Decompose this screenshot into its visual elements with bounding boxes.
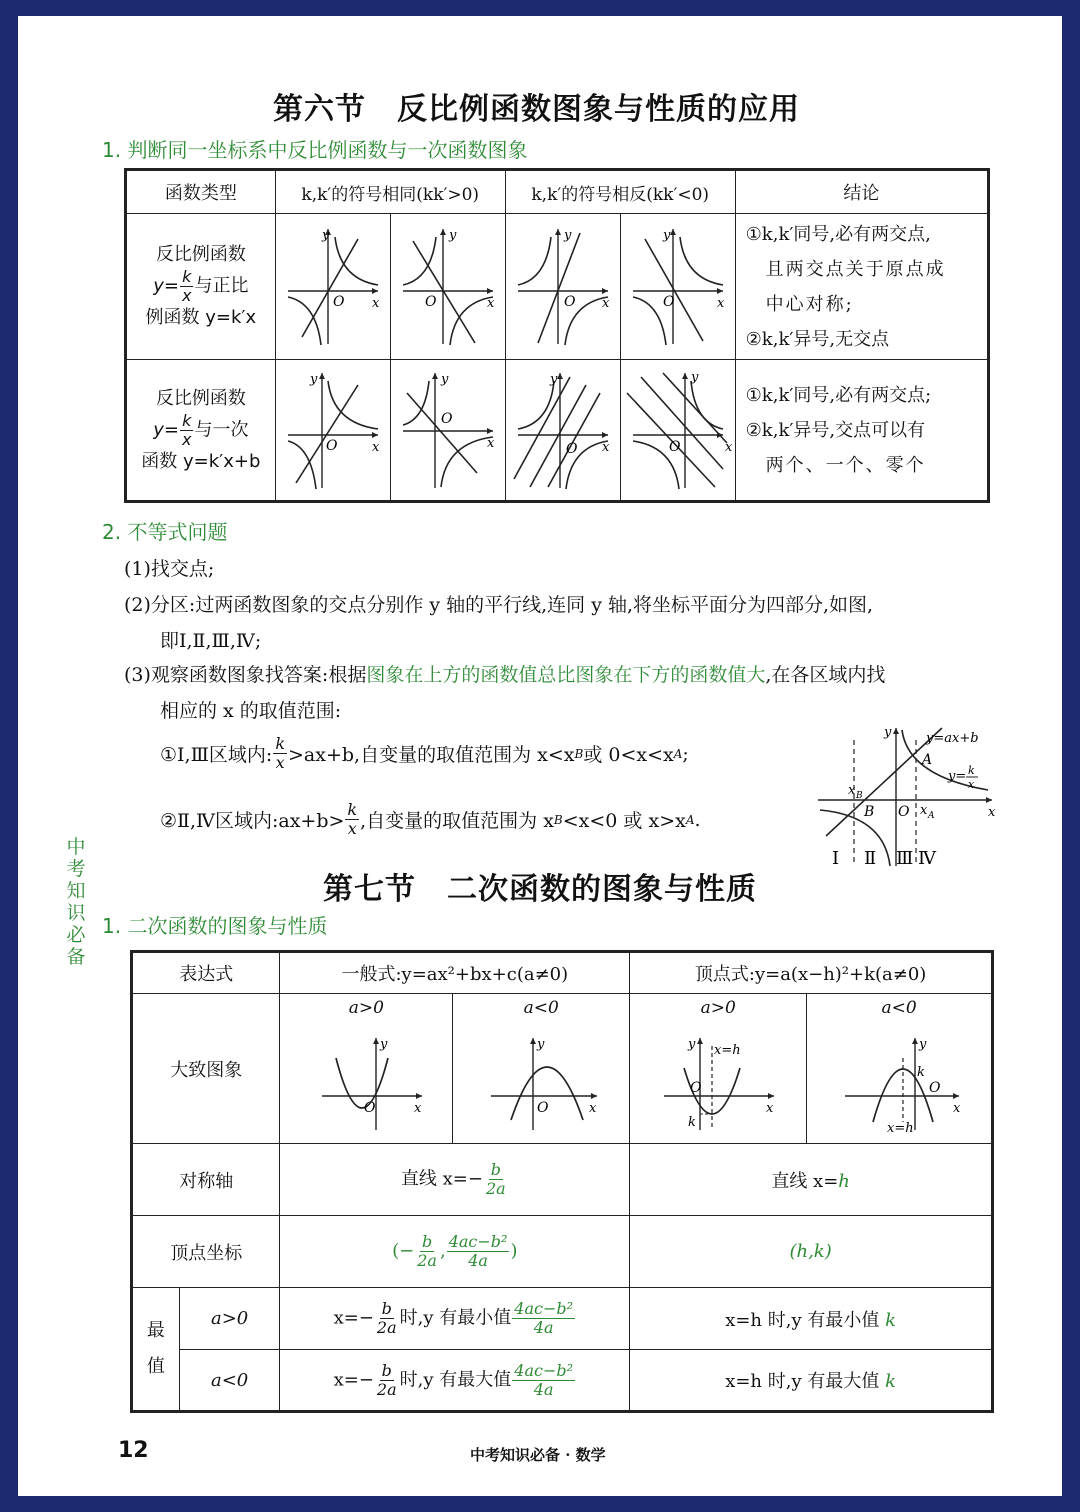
case-2-post: ,自变量的取值范围为 x	[360, 810, 554, 832]
q-vertex-general-n1: b	[421, 1232, 433, 1251]
svg-text:O: O	[668, 438, 681, 455]
svg-text:x: x	[716, 296, 725, 311]
header-func-type: 函数类型	[126, 170, 276, 214]
q-max-gen-frac2	[512, 1360, 575, 1399]
row1-type-y: y=	[153, 275, 179, 297]
case-2-sub-a: A	[685, 812, 695, 827]
section-7-title: 第七节 二次函数的图象与性质	[323, 872, 757, 907]
graph-r2c3	[505, 360, 620, 502]
q-max-gen-d2: 4a	[533, 1379, 554, 1399]
q-vertex-general-n2: 4ac−b²	[448, 1232, 508, 1251]
case-1	[160, 736, 689, 771]
ineq-step-2a: (2)分区:过两函数图象的交点分别作 y 轴的平行线,连同 y 轴,将坐标平面分为四部分,如图,	[124, 594, 874, 616]
svg-text:x: x	[486, 435, 495, 451]
svg-text:y: y	[448, 228, 457, 243]
region-figure	[810, 716, 1000, 876]
q-row-vertex-label: 顶点坐标	[132, 1216, 280, 1288]
q-min-gen-d: 2a	[376, 1318, 397, 1337]
q-header-general: 一般式:y=ax²+bx+c(a≠0)	[280, 952, 630, 994]
svg-text:O: O	[424, 294, 437, 310]
q-max-gen-pre: x=−	[333, 1369, 374, 1390]
svg-text:x: x	[371, 296, 380, 311]
row1-frac-d: x	[182, 286, 192, 305]
fig-hyp-label: y=	[948, 769, 967, 784]
row2-frac	[180, 410, 193, 449]
row1-conc-2: 且两交点关于原点成	[765, 258, 946, 280]
graph-inverse-proportional-same-pos	[278, 219, 388, 349]
row1-type-c: 例函数 y=k′x	[145, 307, 257, 328]
graph-r1c3	[505, 214, 620, 360]
q-min-gen-d2: 4a	[533, 1318, 554, 1337]
graph-inverse-proportional-same-neg	[393, 219, 503, 349]
page	[18, 16, 1062, 1496]
case-2-sub-b: B	[553, 812, 563, 827]
q-vertex-general-frac1	[415, 1234, 439, 1269]
row2-type-a: 反比例函数	[155, 387, 246, 409]
q-extreme-char2: 值	[146, 1356, 165, 1377]
q-extreme-general-min	[280, 1288, 630, 1350]
case-1-or: 或 0<x<x	[583, 744, 674, 766]
q-graph-gen-pos-label: a>0	[348, 998, 384, 1018]
fig-xB: x	[848, 783, 856, 798]
vtx-neg-xh: x=h	[887, 1121, 914, 1134]
case-1-frac-n: k	[275, 734, 286, 753]
vtx-pos-y: y	[688, 1037, 696, 1052]
case-2-frac-d: x	[347, 819, 357, 838]
case-1-post: >ax+b,自变量的取值范围为 x<x	[288, 744, 575, 766]
svg-text:O: O	[662, 294, 675, 310]
vtx-neg-y: y	[919, 1037, 927, 1052]
svg-text:y: y	[549, 371, 558, 387]
fig-region-3: Ⅲ	[896, 848, 914, 869]
vtx-pos-x: x	[766, 1101, 774, 1116]
table-inverse-linear	[124, 168, 990, 503]
fig-region-4: Ⅳ	[918, 848, 936, 869]
svg-text:y: y	[309, 371, 318, 387]
ineq-step-3a-post: ,在各区域内找	[765, 664, 886, 686]
q-axis-general-pre: 直线 x=−	[400, 1168, 483, 1190]
fig-hyp-n: k	[968, 764, 975, 777]
q-min-gen-pre: x=−	[333, 1307, 374, 1329]
header-diff-sign: k,k′的符号相反(kk′<0)	[505, 170, 735, 214]
ineq-step-3a-pre: (3)观察函数图象找答案:根据	[124, 664, 367, 686]
q-axis-vertex-h: h	[838, 1170, 850, 1192]
q-vertex-general	[280, 1216, 630, 1288]
row2-type-y: y=	[153, 419, 179, 440]
q-axis-vertex	[630, 1144, 993, 1216]
q-min-gen-n2: 4ac−b²	[514, 1299, 574, 1318]
q-extreme-pos-cond: a>0	[179, 1288, 280, 1350]
vtx-neg-k: k	[917, 1065, 925, 1080]
q-header-expr: 表达式	[132, 952, 280, 994]
q-min-vtx-k: k	[885, 1309, 897, 1331]
q-extreme-neg-cond: a<0	[179, 1350, 280, 1412]
sec6-item1-heading: 1. 判断同一坐标系中反比例函数与一次函数图象	[102, 138, 528, 162]
q-axis-general	[280, 1144, 630, 1216]
fig-region-2: Ⅱ	[864, 848, 877, 869]
svg-text:y: y	[690, 369, 699, 385]
q-max-gen-n2: 4ac−b²	[514, 1360, 574, 1380]
q-vertex-vertex: (h,k)	[630, 1216, 993, 1288]
side-label-text: 中 考 知 识 必 备	[66, 836, 86, 968]
q-min-gen-n: b	[381, 1299, 392, 1318]
q-axis-general-frac	[484, 1162, 508, 1197]
row2-conc-2: ②k,k′异号,交点可以有	[745, 419, 926, 441]
row1-frac	[180, 269, 193, 304]
q-min-gen-mid: 时,y 有最小值	[399, 1307, 512, 1329]
row1-conc-4: ②k,k′异号,无交点	[745, 328, 890, 350]
q-max-gen-n: b	[381, 1360, 392, 1380]
svg-text:O: O	[364, 1100, 376, 1116]
row2-frac-n: k	[182, 410, 192, 430]
graph-inverse-proportional-diff-1	[508, 219, 618, 349]
svg-text:x: x	[601, 439, 610, 455]
q-max-vtx-pre: x=h 时,y 有最大值	[725, 1371, 886, 1392]
q-max-gen-mid: 时,y 有最大值	[399, 1369, 512, 1390]
case-1-sub-a: A	[673, 746, 683, 761]
case-2	[160, 802, 701, 837]
svg-text:O: O	[563, 294, 576, 310]
row1-type-cell	[126, 214, 276, 360]
q-vertex-general-close: )	[510, 1240, 518, 1262]
q-min-vtx-pre: x=h 时,y 有最小值	[725, 1309, 886, 1331]
graph-r2c1	[275, 360, 390, 502]
vtx-pos-xh: x=h	[714, 1043, 741, 1058]
svg-text:y: y	[440, 371, 449, 387]
q-max-gen-frac	[375, 1360, 399, 1399]
case-1-frac-d: x	[275, 753, 285, 772]
case-2-pre: ②Ⅱ,Ⅳ区域内:ax+b>	[160, 810, 345, 832]
q-graph-vtx-neg	[807, 994, 993, 1144]
svg-text:y: y	[380, 1037, 388, 1052]
header-same-sign: k,k′的符号相同(kk′>0)	[275, 170, 505, 214]
q-vertex-general-d1: 2a	[417, 1251, 437, 1270]
graph-inverse-linear-same-pos	[278, 363, 388, 493]
ineq-step-3b: 相应的 x 的取值范围:	[160, 700, 342, 722]
q-axis-vertex-pre: 直线 x=	[771, 1170, 839, 1192]
svg-text:O: O	[440, 410, 453, 427]
q-vertex-general-comma: ,	[439, 1240, 446, 1262]
q-axis-general-n: b	[490, 1160, 501, 1179]
q-min-gen-frac2	[512, 1301, 575, 1336]
case-2-frac	[345, 802, 359, 837]
q-min-gen-frac	[375, 1301, 399, 1336]
row2-type-b: 与一次	[194, 419, 249, 440]
ineq-step-3a-highlight: 图象在上方的函数值总比图象在下方的函数值大	[366, 664, 766, 686]
vtx-pos-k: k	[688, 1115, 697, 1130]
row1-conc-1: ①k,k′同号,必有两交点,	[745, 223, 931, 245]
graph-r2c4	[620, 360, 735, 502]
svg-text:O: O	[325, 437, 338, 454]
q-extreme-vertex-min	[630, 1288, 993, 1350]
vtx-pos-O: O	[690, 1080, 702, 1096]
svg-text:x: x	[601, 296, 610, 311]
q-row-extreme-label	[132, 1288, 180, 1412]
graph-r1c2	[390, 214, 505, 360]
case-2-mid: <x<0 或 x>x	[562, 810, 686, 832]
svg-text:x: x	[486, 296, 495, 311]
fig-y: y	[884, 725, 892, 740]
svg-text:y: y	[563, 228, 572, 243]
graph-r2c2	[390, 360, 505, 502]
table-quadratic	[130, 950, 994, 1413]
fig-region-1: Ⅰ	[832, 848, 840, 869]
q-graph-vtx-pos-label: a>0	[700, 998, 736, 1018]
graph-inverse-linear-same-neg	[393, 363, 503, 493]
svg-text:y: y	[321, 228, 330, 243]
row1-frac-n: k	[182, 267, 192, 286]
fig-xA: x	[920, 803, 928, 818]
q-vertex-general-open: (−	[392, 1240, 415, 1262]
row1-conc-3: 中心对称;	[765, 293, 854, 315]
side-label	[64, 836, 88, 968]
vtx-neg-O: O	[929, 1080, 941, 1096]
case-1-end: ;	[682, 742, 689, 765]
row2-conc-3: 两个、一个、零个	[765, 454, 926, 476]
q-graph-gen-pos	[280, 994, 453, 1144]
q-extreme-general-max	[280, 1350, 630, 1412]
q-graph-vtx-pos	[630, 994, 807, 1144]
svg-text:O: O	[565, 440, 578, 457]
vtx-neg-x: x	[953, 1101, 961, 1116]
q-max-vtx-k: k	[885, 1371, 897, 1392]
svg-text:x: x	[724, 439, 733, 455]
graph-inverse-linear-diff-2	[623, 363, 733, 493]
graph-inverse-proportional-diff-2	[623, 219, 733, 349]
ineq-step-3a	[124, 660, 885, 687]
svg-text:O: O	[537, 1100, 549, 1116]
ineq-step-1: (1)找交点;	[124, 558, 215, 580]
svg-text:x: x	[371, 439, 380, 455]
case-2-end: .	[694, 808, 701, 831]
fig-A: A	[922, 752, 933, 768]
case-1-pre: ①Ⅰ,Ⅲ区域内:	[160, 744, 273, 766]
q-graph-gen-neg	[453, 994, 630, 1144]
fig-hyp-d: x	[968, 778, 975, 791]
footer-title: 中考知识必备 · 数学	[470, 1446, 606, 1464]
graph-r1c4	[620, 214, 735, 360]
row1-conclusion-cell	[735, 214, 988, 360]
row2-type-c: 函数 y=k′x+b	[141, 450, 261, 472]
parabola-vertex-down	[819, 1018, 979, 1134]
section-6-title: 第六节 反比例函数图象与性质的应用	[273, 92, 800, 127]
row2-frac-d: x	[182, 429, 192, 449]
q-extreme-vertex-max	[630, 1350, 993, 1412]
sec6-item2-heading: 2. 不等式问题	[102, 520, 228, 544]
fig-O: O	[898, 804, 910, 820]
svg-text:y: y	[537, 1037, 545, 1052]
fig-x: x	[988, 805, 996, 820]
q-vertex-general-d2: 4a	[468, 1251, 488, 1270]
graph-inverse-linear-diff-1	[508, 363, 618, 493]
page-number: 12	[118, 1438, 149, 1463]
case-2-frac-n: k	[347, 800, 358, 819]
row1-type-a: 反比例函数	[155, 244, 246, 265]
svg-text:x: x	[589, 1101, 597, 1116]
graph-r1c1	[275, 214, 390, 360]
q-row-graph-label: 大致图象	[132, 994, 280, 1144]
fig-B: B	[864, 804, 875, 820]
fig-line-label: y=ax+b	[926, 731, 979, 746]
q-max-gen-d: 2a	[376, 1379, 397, 1399]
ineq-step-2b: 即Ⅰ,Ⅱ,Ⅲ,Ⅳ;	[160, 630, 262, 652]
svg-text:x: x	[414, 1101, 422, 1116]
row2-conclusion-cell	[735, 360, 988, 502]
row2-conc-1: ①k,k′同号,必有两交点;	[745, 384, 932, 406]
case-1-sub-b: B	[574, 746, 584, 761]
q-extreme-char1: 最	[146, 1320, 165, 1341]
fig-xA-sub: A	[928, 811, 935, 821]
row2-type-cell	[126, 360, 276, 502]
q-header-vertex: 顶点式:y=a(x−h)²+k(a≠0)	[630, 952, 993, 994]
sec7-item1-heading: 1. 二次函数的图象与性质	[102, 914, 328, 938]
case-1-frac	[273, 736, 287, 771]
svg-text:O: O	[332, 294, 345, 310]
q-graph-gen-neg-label: a<0	[523, 998, 559, 1018]
q-vertex-general-frac2	[447, 1234, 510, 1269]
parabola-vertex-up	[638, 1018, 798, 1134]
fig-xB-sub: B	[856, 791, 863, 801]
header-conclusion: 结论	[735, 170, 988, 214]
q-row-axis-label: 对称轴	[132, 1144, 280, 1216]
q-axis-general-d: 2a	[485, 1179, 506, 1198]
svg-text:y: y	[662, 228, 671, 243]
parabola-general-down	[461, 1018, 621, 1134]
parabola-general-up	[286, 1018, 446, 1134]
row1-type-b: 与正比	[194, 275, 249, 297]
q-graph-vtx-neg-label: a<0	[881, 998, 917, 1018]
